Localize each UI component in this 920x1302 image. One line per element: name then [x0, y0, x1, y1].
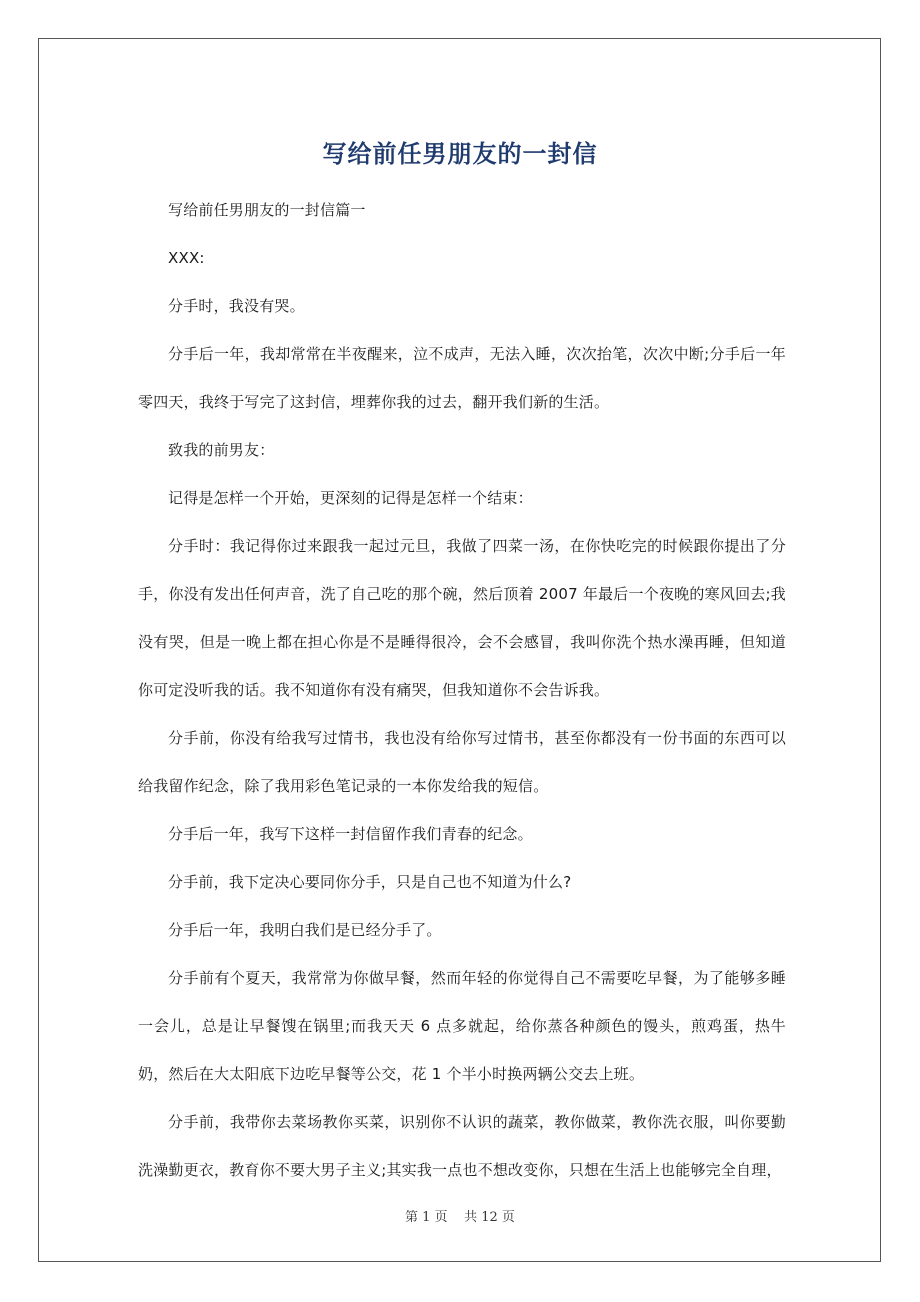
paragraph: 分手时，我没有哭。	[168, 297, 305, 315]
paragraph: 分手前，我下定决心要同你分手，只是自己也不知道为什么?	[168, 873, 572, 891]
page-total: 共 12 页	[464, 1210, 515, 1225]
paragraph-salutation: XXX:	[168, 249, 205, 267]
page-number: 第 1 页	[405, 1210, 448, 1225]
paragraph: 分手前，你没有给我写过情书，我也没有给你写过情书，甚至你都没有一份书面的东西可以给我留作纪念，除了我用彩色笔记录的一本你发给我的短信。	[138, 729, 786, 795]
paragraph: 致我的前男友：	[168, 441, 275, 459]
paragraph: 分手后一年，我却常常在半夜醒来，泣不成声，无法入睡，次次抬笔，次次中断;分手后一年零四天，我终于写完了这封信，埋葬你我的过去，翻开我们新的生活。	[138, 345, 786, 411]
paragraph: 分手后一年，我写下这样一封信留作我们青春的纪念。	[168, 825, 533, 843]
page-footer	[0, 1206, 920, 1225]
document-title: 写给前任男朋友的一封信	[322, 140, 598, 169]
paragraph: 分手时：我记得你过来跟我一起过元旦，我做了四菜一汤，在你快吃完的时候跟你提出了分手，你没有发出任何声音，洗了自己吃的那个碗，然后顶着 2007 年最后一个夜晚的寒风回去;我没有哭，但是一晚上都在担心你是不是睡得很冷，会不会感冒，我叫你洗个热水澡再睡，但知道你可定没听我的话。我不知道你有没有痛哭，但我知道你不会告诉我。	[138, 537, 786, 699]
document-body	[138, 186, 786, 1194]
paragraph-heading: 写给前任男朋友的一封信篇一	[168, 201, 366, 219]
paragraph: 记得是怎样一个开始，更深刻的记得是怎样一个结束：	[168, 489, 533, 507]
paragraph: 分手前有个夏天，我常常为你做早餐，然而年轻的你觉得自己不需要吃早餐，为了能够多睡一会儿，总是让早餐馊在锅里;而我天天 6 点多就起，给你蒸各种颜色的馒头，煎鸡蛋，热牛奶，然后在大太阳底下边吃早餐等公交，花 1 个半小时换两辆公交去上班。	[138, 969, 786, 1083]
paragraph: 分手后一年，我明白我们是已经分手了。	[168, 921, 442, 939]
paragraph: 分手前，我带你去菜场教你买菜，识别你不认识的蔬菜，教你做菜，教你洗衣服，叫你要勤洗澡勤更衣，教育你不要大男子主义;其实我一点也不想改变你，只想在生活上也能够完全自理，	[138, 1113, 786, 1179]
